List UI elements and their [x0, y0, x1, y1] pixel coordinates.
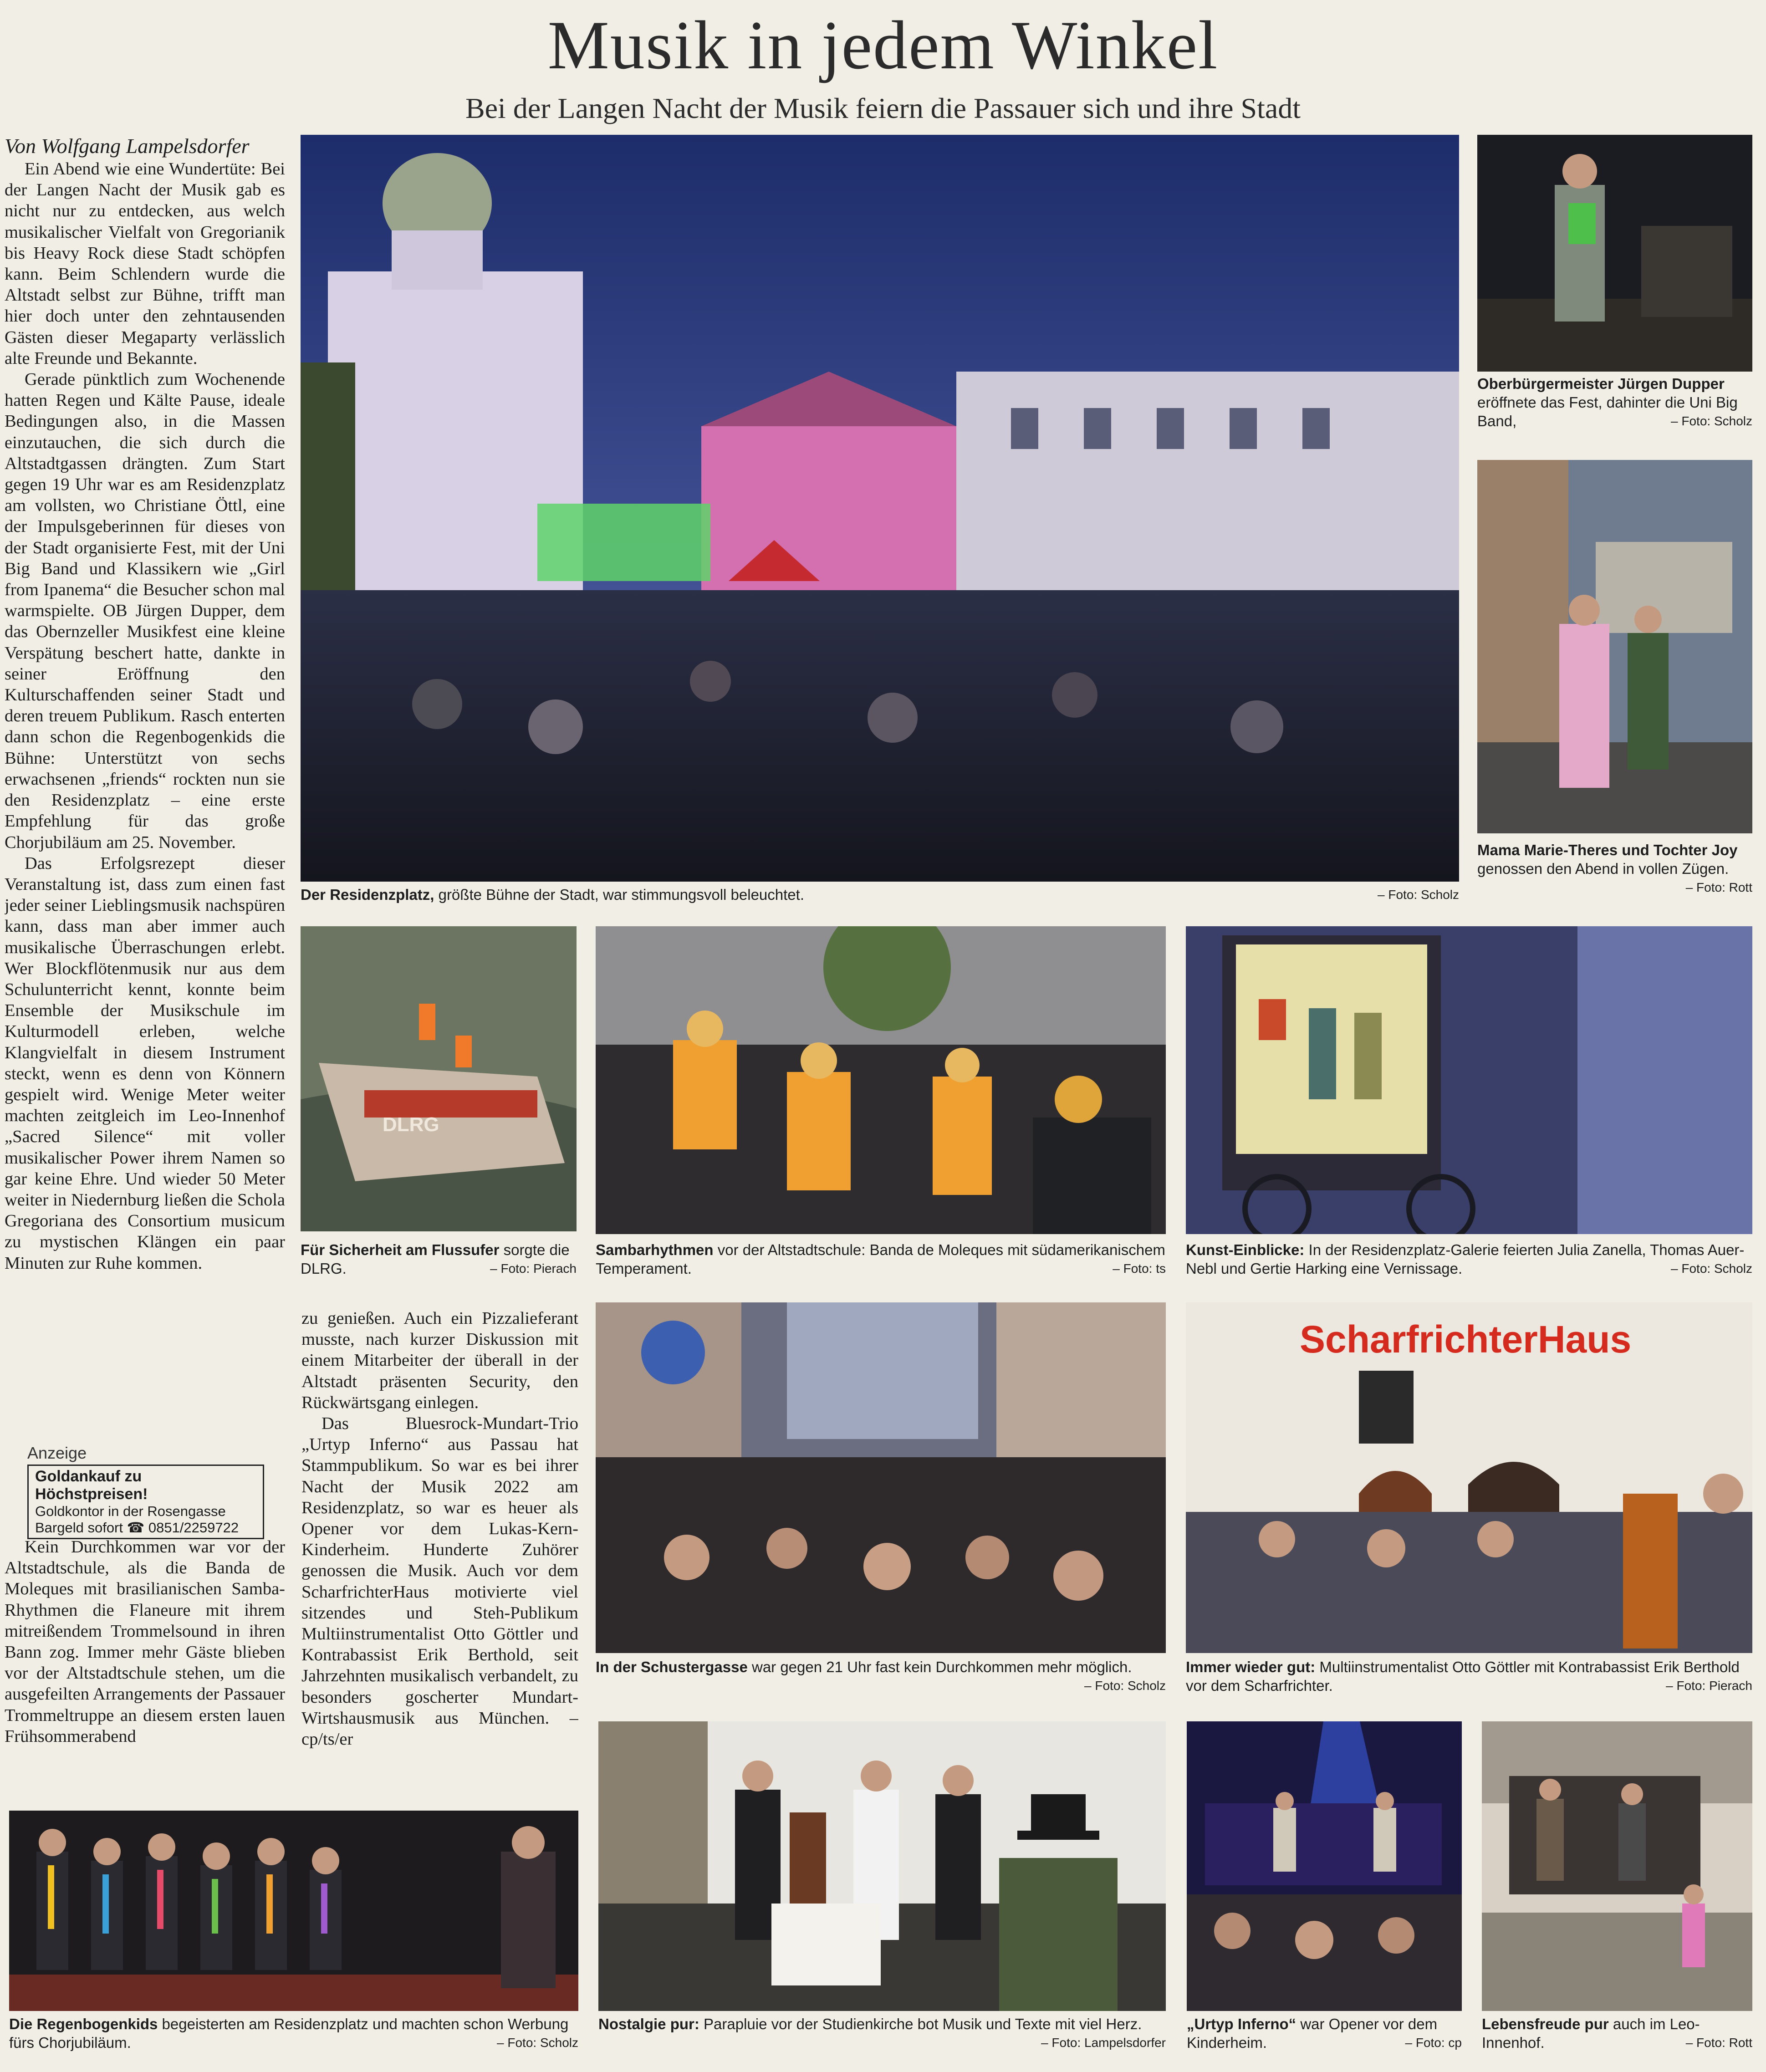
subheadline: Bei der Langen Nacht der Musik feiern die Passauer sich und ihre Stadt — [465, 92, 1301, 124]
scharfrichter-sign: ScharfrichterHaus — [1300, 1318, 1632, 1361]
photo-regenbogenkids — [9, 1811, 578, 2011]
byline: Von Wolfgang Lampelsdorfer — [5, 134, 250, 158]
caption-urtyp-inferno — [1187, 2015, 1462, 2052]
caption-lead: „Urtyp Inferno“ — [1187, 2016, 1296, 2032]
caption-text: war Opener vor dem Kinderheim. — [1187, 2016, 1438, 2051]
photo-credit: – Foto: ts — [1113, 1261, 1166, 1276]
photo-credit: – Foto: Scholz — [1084, 1679, 1166, 1693]
caption-lead: Lebensfreude pur — [1482, 2016, 1609, 2032]
caption-lead: Immer wieder gut: — [1186, 1659, 1316, 1675]
caption-text: In der Residenzplatz-Galerie feierten Julia Zanella, Thomas Auer-Nebl und Gertie Harking eine Vernissage. — [1186, 1241, 1745, 1277]
article-column-1 — [5, 158, 285, 1420]
caption-residenzplatz — [301, 885, 1459, 904]
photo-credit: – Foto: Rott — [1685, 2036, 1752, 2050]
caption-schustergasse — [596, 1658, 1166, 1695]
caption-scharfrichterhaus — [1186, 1658, 1752, 1695]
caption-lead: Die Regenbogenkids — [9, 2016, 158, 2032]
caption-kunst — [1186, 1240, 1752, 1278]
article-column-2 — [301, 1308, 578, 1800]
photo-dupper — [1477, 135, 1752, 372]
caption-text: größte Bühne der Stadt, war stimmungsvoll beleuchtet. — [434, 886, 804, 903]
caption-text: begeisterten am Residenzplatz und machten schon Werbung fürs Chorjubiläum. — [9, 2016, 569, 2051]
caption-mama-tochter — [1477, 841, 1752, 897]
caption-samba — [596, 1240, 1166, 1278]
photo-credit: – Foto: Scholz — [1671, 1261, 1752, 1276]
photo-residenzplatz — [301, 135, 1459, 882]
photo-scharfrichterhaus — [1186, 1302, 1752, 1653]
article-column-1b — [5, 1536, 285, 1791]
photo-dlrg — [301, 926, 577, 1231]
caption-lead: Für Sicherheit am Flussufer — [301, 1241, 500, 1258]
ad-line: Bargeld sofort ☎ 0851/2259722 — [35, 1520, 239, 1536]
caption-lead: Kunst-Einblicke: — [1186, 1241, 1305, 1258]
photo-nostalgie — [598, 1721, 1166, 2011]
caption-lead: Oberbürgermeister Jürgen Dupper — [1477, 375, 1725, 392]
headline: Musik in jedem Winkel — [547, 7, 1219, 83]
paragraph: Ein Abend wie eine Wundertüte: Bei der Langen Nacht der Musik gab es nicht nur zu entdecken, aus welch musikalischer Vielfalt von Gregorianik bis Heavy Rock diese Stadt schöpfen kann. Beim Schlendern wurde die Altstadt selbst zur Bühne, trifft man hier doch unter den zehntausenden Gästen dieser Megaparty verlässlich alte Freunde und Bekannte. — [5, 159, 285, 368]
photo-credit: – Foto: Rott — [1685, 880, 1752, 894]
photo-leo-innenhof — [1482, 1721, 1752, 2011]
photo-credit: – Foto: Pierach — [1666, 1679, 1752, 1693]
photo-credit: – Foto: Pierach — [490, 1261, 577, 1276]
caption-lead: In der Schustergasse — [596, 1659, 748, 1675]
photo-credit: – Foto: Scholz — [497, 2036, 578, 2050]
caption-lead: Der Residenzplatz, — [301, 886, 434, 903]
photo-urtyp-inferno — [1187, 1721, 1462, 2011]
caption-text: sorgte die DLRG. — [301, 1241, 570, 1277]
caption-dupper — [1477, 374, 1752, 430]
paragraph: Gerade pünktlich zum Wochenende hatten Regen und Kälte Pause, ideale Bedingungen also, in die Massen einzutauchen, die sich durch die Altstadtgassen drängten. Zum Start gegen 19 Uhr war es am Residenzplatz am vollsten, wo Christiane Öttl, eine der Impulsgeberinnen für dieses von der Stadt organisierte Fest, mit der Uni Big Band und Klassikern wie „Girl from Ipanema“ die Besucher schon mal warmspielte. OB Jürgen Dupper, dem das Obernzeller Musikfest eine kleine Verspätung beschert hatte, dankte in seiner Eröffnung den Kulturschaffenden seiner Stadt und deren treuem Publikum. Rasch enterten dann schon die Regenbogenkids die Bühne: Unterstützt von sechs erwachsenen „friends“ rockten nun sie den Residenzplatz – eine erste Empfehlung für das große Chorjubiläum am 25. November. — [5, 370, 285, 852]
photo-credit: – Foto: Lampelsdorfer — [1041, 2036, 1166, 2050]
ad-line: Goldkontor in der Rosengasse — [35, 1503, 226, 1519]
caption-leo-innenhof — [1482, 2015, 1752, 2052]
advertisement — [27, 1444, 264, 1539]
paragraph: Das Bluesrock-Mundart-Trio „Urtyp Inferno“ aus Passau hat Stammpublikum. So war es bei ihrer Nacht der Musik 2022 am Residenzplatz, so war es heuer als Opener vor dem Lukas-Kern-Kinderheim. Hunderte Zuhörer genossen die Musik. Auch vor dem ScharfrichterHaus motivierte viel sitzendes und Steh-Publikum Multiinstrumentalist Otto Göttler und Kontrabassist Erik Berthold, seit Jahrzehnten musikalisch verbandelt, zu besonders goscherter Mundart-Wirtshausmusik aus München. –cp/ts/er — [301, 1414, 578, 1749]
caption-dlrg — [301, 1240, 577, 1278]
caption-regenbogenkids — [9, 2015, 578, 2052]
photo-credit: – Foto: cp — [1405, 2036, 1462, 2050]
paragraph: Das Erfolgsrezept dieser Veranstaltung ist, dass zum einen fast jeder seiner Lieblingsmusik nachspüren kann, dass man aber immer auch musikalische Überraschungen erlebt. Wer Blockflötenmusik nur aus dem Schulunterricht kennt, konnte beim Ensemble der Musikschule im Kulturmodell erleben, welche Klangvielfalt in diesem Instrument steckt, wenn es denn von Könnern gespielt wird. Wenige Meter weiter machten zeitgleich im Leo-Innenhof „Sacred Silence“ mit voller musikalischer Power ihrem Namen so gar keine Ehre. Und wieder 50 Meter weiter in Niedernburg ließen die Schola Gregoriana des Consortium musicum zu mystischen Klängen ein paar Minuten zur Ruhe kommen. — [5, 853, 285, 1273]
ad-title: Goldankauf zu Höchstpreisen! — [35, 1468, 148, 1503]
caption-text: auch im Leo-Innenhof. — [1482, 2016, 1700, 2051]
caption-lead: Sambarhythmen — [596, 1241, 714, 1258]
caption-text: genossen den Abend in vollen Zügen. — [1477, 860, 1729, 877]
caption-nostalgie — [598, 2015, 1166, 2052]
caption-lead: Mama Marie-Theres und Tochter Joy — [1477, 842, 1738, 858]
caption-text: war gegen 21 Uhr fast kein Durchkommen mehr möglich. — [747, 1659, 1132, 1675]
paragraph: Kein Durchkommen war vor der Altstadtschule, als die Banda de Moleques mit brasilianischen Samba-Rhythmen die Flaneure mit ihrem mitreißendem Trommelsound in ihren Bann zog. Immer mehr Gäste blieben vor der Altstadtschule stehen, um die ausgefeilten Arrangements der Passauer Trommeltruppe an diesem ersten lauen Frühsommerabend — [5, 1537, 285, 1746]
caption-text: Multiinstrumentalist Otto Göttler mit Kontrabassist Erik Berthold vor dem Scharfrichter. — [1186, 1659, 1740, 1694]
photo-credit: – Foto: Scholz — [1378, 888, 1459, 902]
photo-schustergasse — [596, 1302, 1166, 1653]
ad-label: Anzeige — [27, 1444, 87, 1462]
boat-marking: DLRG — [383, 1113, 439, 1136]
caption-text: eröffnete das Fest, dahinter die Uni Big Band, — [1477, 394, 1738, 429]
photo-mama-tochter — [1477, 460, 1752, 833]
ad-box — [27, 1465, 264, 1539]
photo-credit: – Foto: Scholz — [1671, 414, 1752, 428]
caption-lead: Nostalgie pur: — [598, 2016, 699, 2032]
photo-samba — [596, 926, 1166, 1234]
photo-kunst — [1186, 926, 1752, 1234]
paragraph: zu genießen. Auch ein Pizzalieferant musste, nach kurzer Diskussion mit einem Mitarbeiter der überall in der Altstadt präsenten Security, den Rückwärtsgang einlegen. — [301, 1309, 578, 1412]
caption-text: Parapluie vor der Studienkirche bot Musik und Texte mit viel Herz. — [699, 2016, 1142, 2032]
caption-text: vor der Altstadtschule: Banda de Moleques mit südamerikanischem Temperament. — [596, 1241, 1165, 1277]
